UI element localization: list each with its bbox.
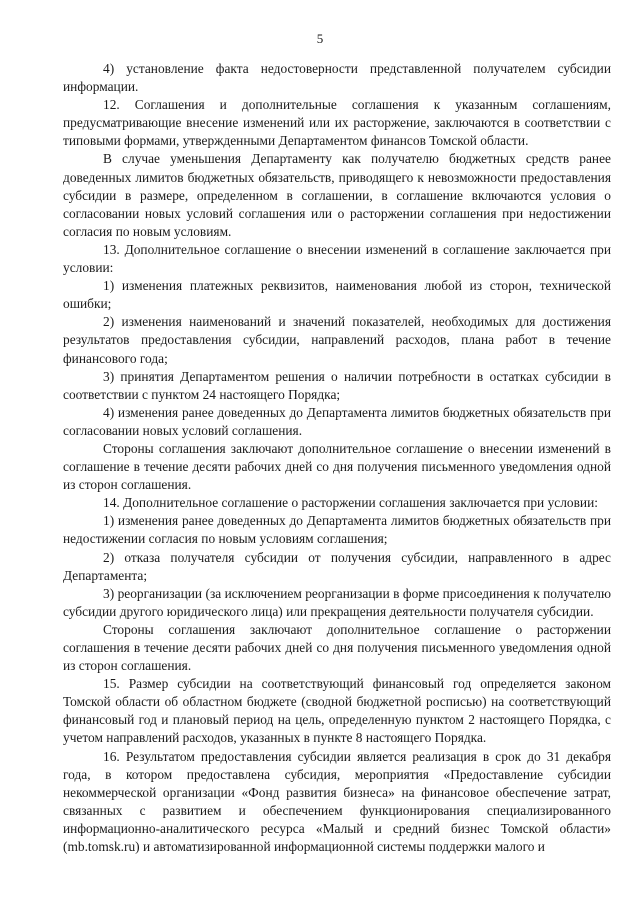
paragraph-item-4-close: 4) установление факта недостоверности представленной получателем субсидии информации. xyxy=(63,61,611,95)
paragraph-termination-deadline: Стороны соглашения заключают дополнительное соглашение о расторжении соглашения в течение десяти рабочих дней со дня получения письменного уведомления одной из сторон соглашения. xyxy=(63,621,611,674)
paragraph-clause-13-item-3: 3) принятия Департаментом решения о наличии потребности в остатках субсидии в соответствии с пунктом 24 настоящего Порядка; xyxy=(63,368,611,402)
paragraph-clause-14-item-3: 3) реорганизации (за исключением реорганизации в форме присоединения к получателю субсидии другого юридического лица) или прекращения деятельности получателя субсидии. xyxy=(63,585,611,619)
paragraph-clause-16: 16. Результатом предоставления субсидии является реализация в срок до 31 декабря года, в котором предоставлена субсидия, мероприятия «Предоставление субсидии некоммерческой организации «Фонд развития бизнеса» на финансовое обеспечение затрат, связанных с развитием и обеспечением функционирования специализированного информационно-аналитического ресурса «Малый и средний бизнес Томской области» (mb.tomsk.ru) и автоматизированной информационной системы поддержки малого и xyxy=(63,748,611,855)
paragraph-limit-reduction: В случае уменьшения Департаменту как получателю бюджетных средств ранее доведенных лимитов бюджетных обязательств, приводящего к невозможности предоставления субсидии в размере, определенном в соглашении, в соглашение включаются условия о согласовании новых условий соглашения или о расторжении соглашения при недостижении согласия по новым условиям. xyxy=(63,151,611,239)
paragraph-clause-13: 13. Дополнительное соглашение о внесении изменений в соглашение заключается при условии: xyxy=(63,241,611,276)
paragraph-clause-13-item-4: 4) изменения ранее доведенных до Департамента лимитов бюджетных обязательств при согласовании новых условий соглашения. xyxy=(63,404,611,438)
paragraph-amendment-deadline: Стороны соглашения заключают дополнительное соглашение о внесении изменений в соглашение в течение десяти рабочих дней со дня получения письменного уведомления одной из сторон соглашения. xyxy=(63,440,611,493)
paragraph-clause-14-item-2: 2) отказа получателя субсидии от получения субсидии, направленного в адрес Департамента; xyxy=(63,549,611,583)
paragraph-clause-15: 15. Размер субсидии на соответствующий финансовый год определяется законом Томской области об областном бюджете (сводной бюджетной росписью) на соответствующий финансовый год и плановый период на цель, определенную пунктом 2 настоящего Порядка, с учетом направлений расходов, указанных в пункте 8 настоящего Порядка. xyxy=(63,676,611,746)
document-body xyxy=(63,60,611,856)
paragraph-clause-13-item-2: 2) изменения наименований и значений показателей, необходимых для достижения результатов предоставления субсидии, направлений расходов, плана работ в течение финансового года; xyxy=(63,314,611,366)
paragraph-clause-14-item-1: 1) изменения ранее доведенных до Департамента лимитов бюджетных обязательств при недостижении согласия по новым условиям соглашения; xyxy=(63,513,611,547)
paragraph-clause-14: 14. Дополнительное соглашение о расторжении соглашения заключается при условии: xyxy=(103,495,598,511)
page-number: 5 xyxy=(316,31,324,46)
paragraph-clause-12: 12. Соглашения и дополнительные соглашения к указанным соглашениям, предусматривающие внесение изменений или их расторжение, заключаются в соответствии с типовыми формами, утвержденными Департаментом финансов Томской области. xyxy=(63,97,611,149)
paragraph-clause-13-item-1: 1) изменения платежных реквизитов, наименования любой из сторон, технической ошибки; xyxy=(63,278,611,312)
